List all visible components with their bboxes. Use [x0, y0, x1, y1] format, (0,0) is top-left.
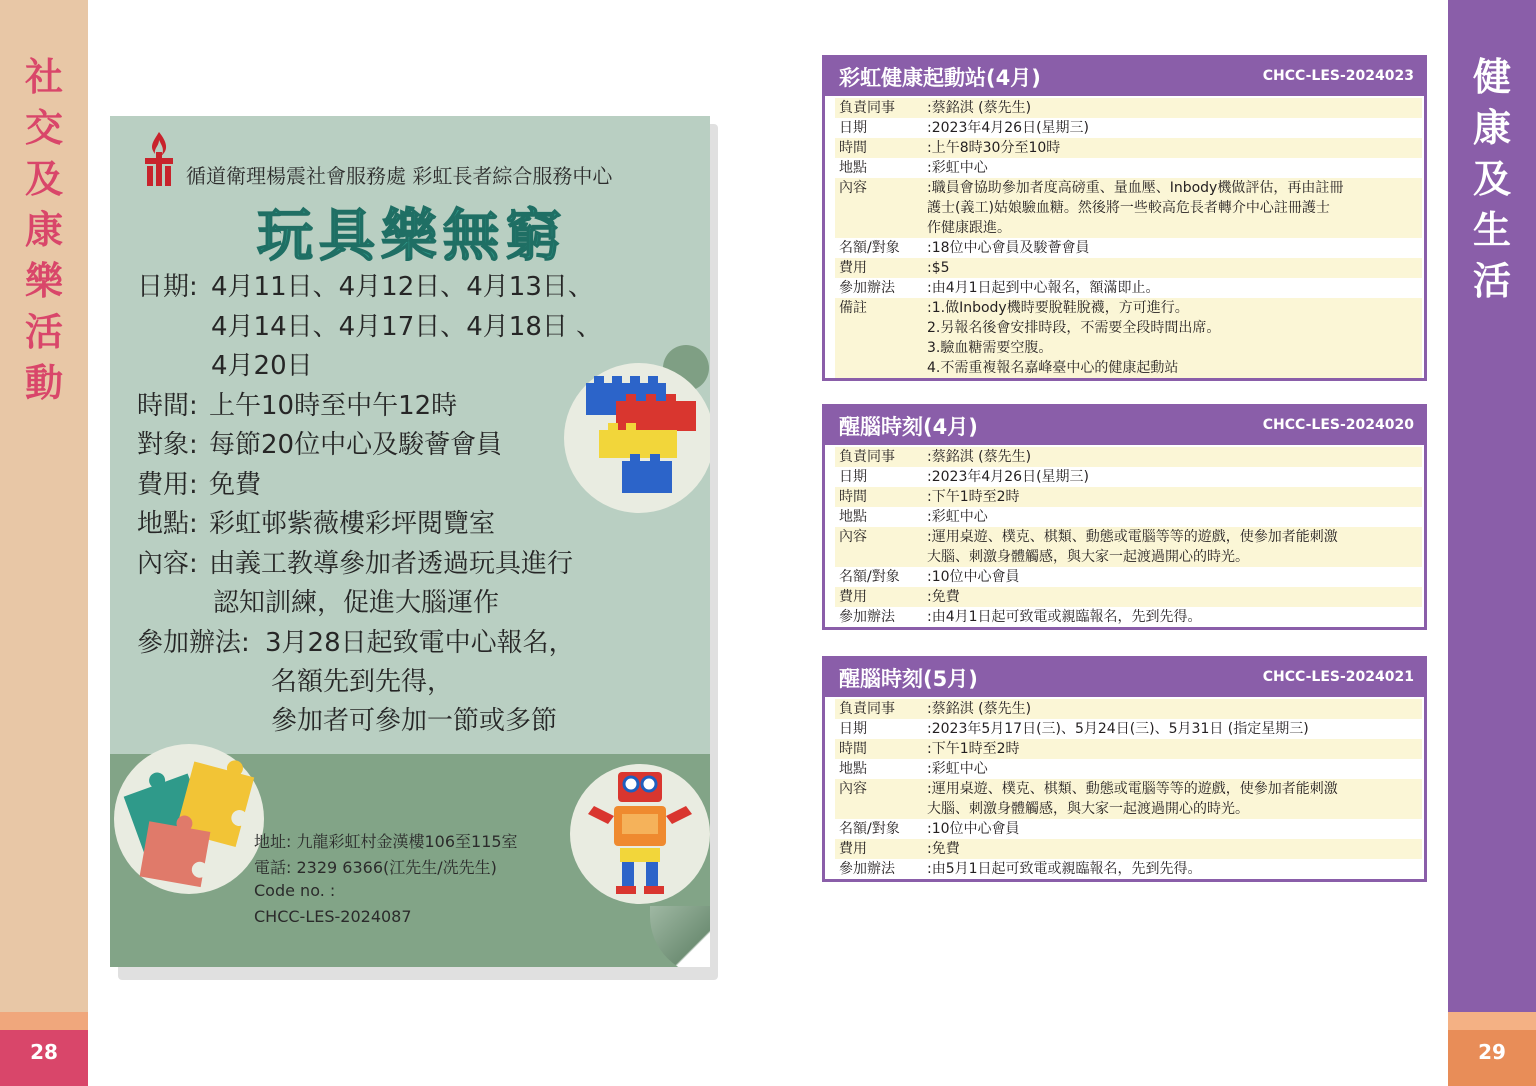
- detail-key: 負責同事: [839, 100, 895, 116]
- panel-details: [825, 96, 1424, 378]
- detail-row: [835, 487, 1422, 507]
- detail-value: :2023年4月26日(星期三): [927, 469, 1089, 485]
- detail-row: [835, 158, 1422, 178]
- detail-row: [835, 819, 1422, 839]
- method-line-1: 3月28日起致電中心報名，: [265, 628, 575, 658]
- detail-value: :蔡銘淇 (蔡先生): [927, 449, 1032, 465]
- detail-row: [835, 447, 1422, 467]
- detail-value: :蔡銘淇 (蔡先生): [927, 100, 1032, 116]
- time-label: 時間:: [137, 391, 198, 421]
- detail-value: :職員會協助參加者度高磅重、量血壓、Inbody機做評估，再由註冊 護士(義工)姑娘驗血糖。然後將一些較高危長者轉介中心註冊護士 作健康跟進。: [927, 180, 1344, 236]
- methodist-logo-icon: [139, 130, 179, 188]
- detail-key: 負責同事: [839, 701, 895, 717]
- detail-key: 費用: [839, 589, 867, 605]
- detail-value: :彩虹中心: [927, 761, 988, 777]
- detail-row: [835, 779, 1422, 819]
- detail-key: 名額/對象: [839, 821, 900, 837]
- detail-row: [835, 567, 1422, 587]
- detail-row: [835, 258, 1422, 278]
- side-title-char: 社: [24, 55, 63, 99]
- detail-value: :免費: [927, 841, 960, 857]
- detail-key: 費用: [839, 841, 867, 857]
- detail-value: :免費: [927, 589, 960, 605]
- detail-value: :運用桌遊、樸克、棋類、動態或電腦等等的遊戲，使參加者能刺激 大腦、刺激身體觸感，與大家一起渡過開心的時光。: [927, 529, 1338, 565]
- method-line-3: 參加者可參加一節或多節: [271, 706, 558, 736]
- detail-key: 時間: [839, 140, 867, 156]
- detail-value: :1.做Inbody機時要脫鞋脫襪，方可進行。 2.另報名後會安排時段，不需要全段時間出席。 3.驗血糖需要空腹。 4.不需重複報名嘉峰臺中心的健康起動站: [927, 300, 1221, 376]
- detail-key: 內容: [839, 781, 867, 797]
- detail-row: [835, 587, 1422, 607]
- poster-code-label: Code no. :: [254, 881, 336, 900]
- detail-value: :彩虹中心: [927, 509, 988, 525]
- activity-panel-health-april: [822, 55, 1427, 381]
- detail-key: 地點: [839, 761, 867, 777]
- activity-panel-brain-april: [822, 404, 1427, 630]
- side-title-char: 健: [1472, 55, 1511, 99]
- poster-title: 玩具樂無窮: [257, 204, 567, 269]
- detail-row: [835, 298, 1422, 378]
- detail-key: 參加辦法: [839, 280, 895, 296]
- detail-value: :運用桌遊、樸克、棋類、動態或電腦等等的遊戲，使參加者能刺激 大腦、刺激身體觸感，與大家一起渡過開心的時光。: [927, 781, 1338, 817]
- method-line-2: 名額先到先得，: [271, 667, 454, 697]
- side-title-char: 活: [24, 310, 63, 354]
- detail-key: 日期: [839, 469, 867, 485]
- detail-value: :2023年5月17日(三)、5月24日(三)、5月31日 (指定星期三): [927, 721, 1309, 737]
- detail-value: :彩虹中心: [927, 160, 988, 176]
- detail-row: [835, 118, 1422, 138]
- side-title-char: 生: [1472, 208, 1511, 252]
- detail-value: :由5月1日起可致電或親臨報名，先到先得。: [927, 861, 1202, 877]
- fee-value: 免費: [209, 470, 262, 500]
- detail-key: 參加辦法: [839, 861, 895, 877]
- robot-circle: [570, 764, 710, 904]
- poster-phone: 電話: 2329 6366(江先生/冼先生): [254, 858, 497, 877]
- detail-key: 內容: [839, 529, 867, 545]
- detail-key: 時間: [839, 489, 867, 505]
- side-title-char: 樂: [24, 259, 63, 303]
- detail-key: 費用: [839, 260, 867, 276]
- side-title-char: 動: [24, 361, 63, 405]
- method-label: 參加辦法:: [137, 628, 250, 658]
- detail-key: 時間: [839, 741, 867, 757]
- panel-details: [825, 445, 1424, 627]
- detail-row: [835, 527, 1422, 567]
- poster-address: 地址: 九龍彩虹村金漢樓106至115室: [254, 832, 518, 851]
- detail-key: 地點: [839, 160, 867, 176]
- side-title-char: 活: [1472, 259, 1511, 303]
- side-title-char: 康: [24, 208, 63, 252]
- detail-row: [835, 607, 1422, 627]
- side-title-char: 交: [24, 106, 63, 150]
- detail-key: 備註: [839, 300, 867, 316]
- detail-value: :由4月1日起到中心報名，額滿即止。: [927, 280, 1160, 296]
- left-page-number: 28: [0, 1030, 88, 1086]
- side-title-char: 康: [1472, 106, 1511, 150]
- detail-row: [835, 759, 1422, 779]
- organization-name: 循道衛理楊震社會服務處 彩虹長者綜合服務中心: [186, 164, 613, 188]
- detail-row: [835, 839, 1422, 859]
- panel-header: [825, 659, 1424, 697]
- detail-row: [835, 699, 1422, 719]
- panel-details: [825, 697, 1424, 879]
- panel-title: 醒腦時刻(4月): [839, 415, 978, 439]
- detail-row: [835, 178, 1422, 238]
- venue-label: 地點:: [137, 509, 198, 539]
- detail-value: :$5: [927, 260, 950, 276]
- lego-circle: [564, 363, 710, 513]
- panel-header: [825, 58, 1424, 96]
- right-page-number: 29: [1448, 1030, 1536, 1086]
- poster-code: CHCC-LES-2024087: [254, 907, 412, 926]
- detail-row: [835, 138, 1422, 158]
- detail-key: 名額/對象: [839, 240, 900, 256]
- panel-title: 醒腦時刻(5月): [839, 667, 978, 691]
- detail-row: [835, 98, 1422, 118]
- detail-row: [835, 507, 1422, 527]
- detail-key: 日期: [839, 120, 867, 136]
- lego-bricks-icon: [564, 363, 710, 513]
- panel-code: CHCC-LES-2024020: [1262, 417, 1414, 433]
- detail-row: [835, 719, 1422, 739]
- detail-key: 內容: [839, 180, 867, 196]
- panel-header: [825, 407, 1424, 445]
- time-value: 上午10時至中午12時: [209, 391, 458, 421]
- detail-value: :10位中心會員: [927, 821, 1020, 837]
- date-line-2: 4月14日、4月17日、4月18日 、: [211, 312, 603, 342]
- panel-code: CHCC-LES-2024021: [1262, 669, 1414, 685]
- date-line-1: 4月11日、4月12日、4月13日、: [211, 272, 594, 302]
- detail-key: 日期: [839, 721, 867, 737]
- detail-value: :下午1時至2時: [927, 489, 1020, 505]
- detail-value: :2023年4月26日(星期三): [927, 120, 1089, 136]
- detail-value: :10位中心會員: [927, 569, 1020, 585]
- detail-row: [835, 859, 1422, 879]
- detail-row: [835, 467, 1422, 487]
- detail-key: 負責同事: [839, 449, 895, 465]
- puzzle-circle: [114, 744, 264, 894]
- detail-key: 地點: [839, 509, 867, 525]
- robot-icon: [570, 764, 710, 904]
- content-line-1: 由義工教導參加者透過玩具進行: [209, 549, 574, 579]
- date-line-3: 4月20日: [211, 351, 313, 381]
- left-page-stripe: [0, 1012, 88, 1030]
- target-label: 對象:: [137, 430, 198, 460]
- panel-code: CHCC-LES-2024023: [1262, 68, 1414, 84]
- activity-panel-brain-may: [822, 656, 1427, 882]
- detail-row: [835, 739, 1422, 759]
- detail-key: 參加辦法: [839, 609, 895, 625]
- detail-value: :蔡銘淇 (蔡先生): [927, 701, 1032, 717]
- detail-value: :下午1時至2時: [927, 741, 1020, 757]
- panel-title: 彩虹健康起動站(4月): [839, 66, 1041, 90]
- target-value: 每節20位中心及駿薈會員: [209, 430, 503, 460]
- puzzle-pieces-icon: [114, 744, 264, 894]
- side-title-char: 及: [1472, 157, 1511, 201]
- fee-label: 費用:: [137, 470, 198, 500]
- detail-key: 名額/對象: [839, 569, 900, 585]
- detail-value: :18位中心會員及駿薈會員: [927, 240, 1090, 256]
- side-title-char: 及: [24, 157, 63, 201]
- left-section-title: [0, 52, 88, 409]
- right-page-stripe: [1448, 1012, 1536, 1030]
- right-section-title: [1448, 52, 1536, 307]
- detail-value: :上午8時30分至10時: [927, 140, 1061, 156]
- detail-row: [835, 278, 1422, 298]
- content-label: 內容:: [137, 549, 198, 579]
- content-line-2: 認知訓練，促進大腦運作: [213, 588, 500, 618]
- venue-value: 彩虹邨紫薇樓彩坪閱覽室: [209, 509, 496, 539]
- detail-row: [835, 238, 1422, 258]
- detail-value: :由4月1日起可致電或親臨報名，先到先得。: [927, 609, 1202, 625]
- date-label: 日期:: [137, 272, 198, 302]
